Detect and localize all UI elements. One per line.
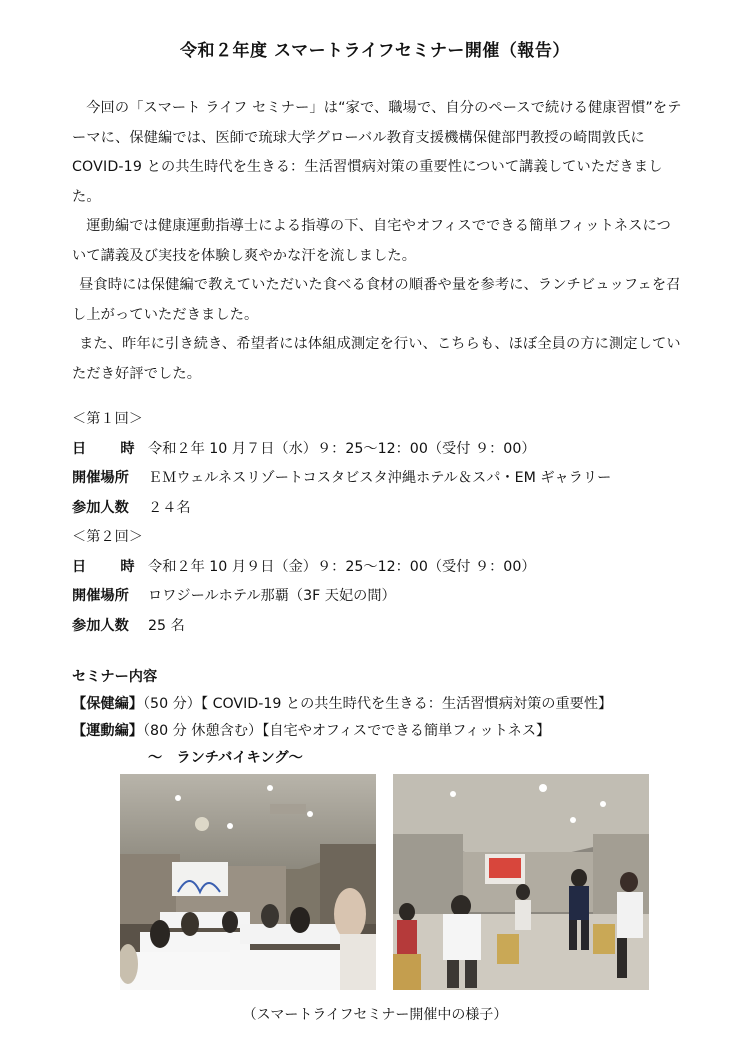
session-count-row [72,494,684,524]
intro-paragraph: また、昨年に引き続き、希望者には体組成測定を行い、こちらも、ほぼ全員の方に測定していただき好評でした。 [72,336,681,382]
intro-section [72,94,684,389]
venue-value: ＥＭウェルネスリゾートコスタビスタ沖縄ホテル＆スパ・EM ギャラリー [148,470,612,486]
contents-section [72,664,692,772]
venue-value: ロワジールホテル那覇（3F 天妃の間） [148,588,396,604]
count-label: 参加人数 [72,617,129,634]
date-value: 令和２年 10 月７日（水）９：25〜12：00（受付 ９：00） [148,440,536,457]
session-heading: ＜第２回＞ [72,529,143,545]
intro-paragraph: 今回の「スマート ライフ セミナー」は“家で、職場で、自分のペースで続ける健康習慣”をテーマに、保健編では、医師で琉球大学グローバル教育支援機構保健部門教授の崎間敦氏に COVID-19 との共生時代を生きる：生活習慣病対策の重要性について講義していただきました。 [72,100,682,205]
session-venue-row [72,582,684,612]
session-date-row [72,553,684,583]
date-value: 令和２年 10 月９日（金）９：25〜12：00（受付 ９：00） [148,558,536,575]
contents-item [72,718,692,745]
intro-paragraph: 昼食時には保健編で教えていただいた食べる食材の順番や量を参考に、ランチビュッフェを召し上がっていただきました。 [72,277,681,323]
date-label: 日 時 [72,558,145,575]
lunch-line: 〜 ランチバイキング〜 [148,750,303,766]
date-label: 日 時 [72,440,145,457]
count-label: 参加人数 [72,499,129,516]
lecture-photo [120,774,376,990]
photo-caption: （スマートライフセミナー開催中の様子） [242,1007,508,1023]
contents-item-label: 【運動編】 [72,723,143,739]
session-venue-row [72,464,684,494]
contents-item [72,691,692,718]
count-value: ２４名 [148,499,191,516]
page-title: 令和２年度 スマートライフセミナー開催（報告） [180,41,570,61]
session-heading: ＜第１回＞ [72,411,143,427]
sessions-section [72,405,684,641]
fitness-photo [393,774,649,990]
contents-item-text: （80 分 休憩含む）【自宅やオフィスでできる簡単フィットネス】 [142,723,551,739]
venue-label: 開催場所 [72,588,129,604]
contents-item-label: 【保健編】 [72,696,143,712]
venue-label: 開催場所 [72,470,129,486]
session-count-row [72,612,684,642]
contents-item-text: （50 分）【 COVID-19 との共生時代を生きる：生活習慣病対策の重要性】 [142,696,613,712]
session-date-row [72,435,684,465]
count-value: 25 名 [148,617,185,634]
contents-heading: セミナー内容 [72,669,158,685]
intro-paragraph: 運動編では健康運動指導士による指導の下、自宅やオフィスでできる簡単フィットネスについて講義及び実技を体験し爽やかな汗を流しました。 [72,218,671,264]
